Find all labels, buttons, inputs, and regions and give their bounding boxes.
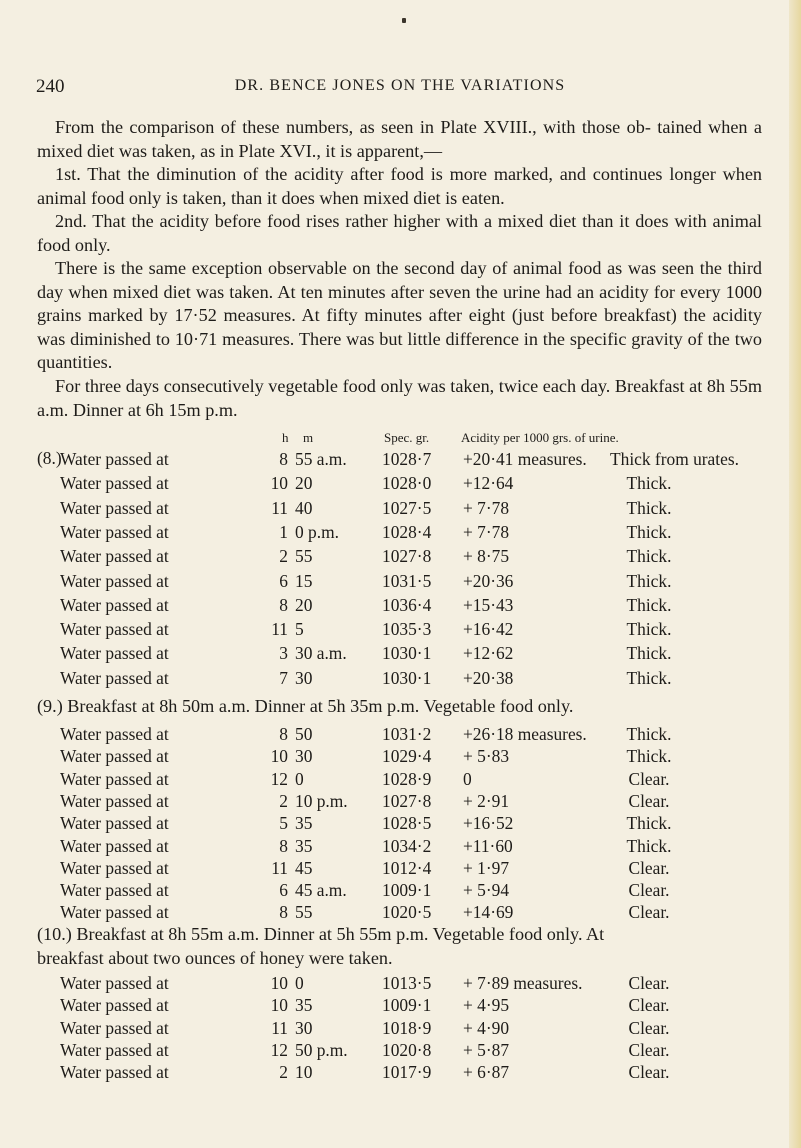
acidity-value: + 4·90 xyxy=(463,1017,510,1038)
specific-gravity: 1018·9 xyxy=(382,1017,432,1038)
time-hours: 8 xyxy=(279,902,288,923)
row-label: Water passed at xyxy=(60,667,169,688)
acidity-value: + 5·83 xyxy=(463,746,510,767)
specific-gravity: 1028·7 xyxy=(382,449,432,469)
time-minutes: 20 xyxy=(295,473,313,494)
row-label: Water passed at xyxy=(60,594,169,615)
time-minutes: 35 xyxy=(295,995,313,1016)
acidity-value: +20·36 xyxy=(463,570,514,591)
specific-gravity: 1031·2 xyxy=(382,724,432,744)
urine-note: Thick. xyxy=(626,667,672,688)
specific-gravity: 1034·2 xyxy=(382,835,432,856)
time-hours: 7 xyxy=(279,667,288,688)
urine-note: Clear. xyxy=(628,790,670,811)
time-minutes: 35 xyxy=(295,835,313,856)
specific-gravity: 1027·8 xyxy=(382,790,432,811)
table-row xyxy=(0,571,801,593)
urine-note: Clear. xyxy=(628,1039,670,1060)
specific-gravity: 1027·8 xyxy=(382,546,432,567)
time-minutes: 50 p.m. xyxy=(295,1039,348,1060)
header-hours: h xyxy=(282,430,289,445)
time-hours: 1 xyxy=(279,521,288,542)
time-minutes: 50 xyxy=(295,724,313,744)
table-row xyxy=(0,813,801,835)
table-row xyxy=(0,902,801,924)
specific-gravity: 1028·5 xyxy=(382,813,432,834)
time-hours: 12 xyxy=(270,1039,288,1060)
urine-note: Clear. xyxy=(628,902,670,923)
time-minutes: 15 xyxy=(295,570,313,591)
specific-gravity: 1017·9 xyxy=(382,1062,432,1083)
row-label: Water passed at xyxy=(60,973,169,993)
specific-gravity: 1020·5 xyxy=(382,902,432,923)
time-minutes: 30 a.m. xyxy=(295,643,347,664)
urine-note: Thick. xyxy=(626,521,672,542)
time-hours: 8 xyxy=(279,835,288,856)
table-row xyxy=(0,546,801,568)
time-minutes: 55 a.m. xyxy=(295,449,347,469)
specific-gravity: 1020·8 xyxy=(382,1039,432,1060)
specific-gravity: 1028·4 xyxy=(382,521,432,542)
paragraph-4: There is the same exception observable on the second day of animal food as was seen the third day when mixed diet was taken. At ten minutes after seven the urine had an acidity for every 1000 grains marked by 17·52 measures. At fifty minutes after eight (just before breakfast) the acidity was diminished to 10·71 measures. There was but little difference in the specific gravity of the two quantities. xyxy=(37,258,762,373)
page-header xyxy=(36,76,764,100)
time-minutes: 5 xyxy=(295,619,304,640)
time-hours: 3 xyxy=(279,643,288,664)
header-spec-gravity: Spec. gr. xyxy=(384,430,430,445)
section-10-heading-2: breakfast about two ounces of honey were taken. xyxy=(37,948,393,968)
acidity-value: + 8·75 xyxy=(463,546,510,567)
acidity-value: +20·41 measures. xyxy=(463,449,587,469)
time-minutes: 55 xyxy=(295,546,313,567)
acidity-value: + 6·87 xyxy=(463,1062,510,1083)
row-label: Water passed at xyxy=(60,768,169,789)
table-row xyxy=(0,880,801,902)
table-row xyxy=(0,643,801,665)
acidity-value: + 7·78 xyxy=(463,521,510,542)
table-row xyxy=(0,995,801,1017)
urine-note: Clear. xyxy=(628,1017,670,1038)
time-hours: 10 xyxy=(270,473,288,494)
urine-note: Thick. xyxy=(626,724,672,744)
urine-note: Clear. xyxy=(628,1062,670,1083)
section-10-heading-1: (10.) Breakfast at 8h 55m a.m. Dinner at 5h 55m p.m. Vegetable food only. At xyxy=(37,924,605,944)
time-hours: 11 xyxy=(271,619,288,640)
row-label: Water passed at xyxy=(60,835,169,856)
time-hours: 8 xyxy=(279,449,288,469)
section-8-label: (8.) xyxy=(37,448,62,468)
table-row xyxy=(0,746,801,768)
urine-note: Thick. xyxy=(626,570,672,591)
table-row xyxy=(0,1018,801,1040)
row-label: Water passed at xyxy=(60,746,169,767)
acidity-value: + 1·97 xyxy=(463,857,510,878)
print-mark xyxy=(402,18,406,23)
specific-gravity: 1013·5 xyxy=(382,973,432,993)
row-label: Water passed at xyxy=(60,521,169,542)
row-label: Water passed at xyxy=(60,546,169,567)
row-label: Water passed at xyxy=(60,995,169,1016)
urine-note: Clear. xyxy=(628,880,670,901)
time-minutes: 40 xyxy=(295,497,313,518)
time-hours: 2 xyxy=(279,1062,288,1083)
header-minutes: m xyxy=(303,430,314,445)
specific-gravity: 1036·4 xyxy=(382,594,432,615)
row-label: Water passed at xyxy=(60,902,169,923)
urine-note: Thick. xyxy=(626,546,672,567)
time-hours: 10 xyxy=(270,973,288,993)
paragraph-5: For three days consecutively vegetable food only was taken, twice each day. Breakfast at 8h 55m a.m. Dinner at 6h 15m p.m. xyxy=(37,376,762,420)
running-title: DR. BENCE JONES ON THE VARIATIONS xyxy=(234,77,566,94)
acidity-value: + 7·89 measures. xyxy=(463,973,583,993)
specific-gravity: 1028·0 xyxy=(382,473,432,494)
urine-note: Clear. xyxy=(628,973,670,993)
section-9-heading: (9.) Breakfast at 8h 50m a.m. Dinner at 5h 35m p.m. Vegetable food only. xyxy=(37,696,574,716)
time-minutes: 45 xyxy=(295,857,313,878)
table-row xyxy=(0,858,801,880)
table-row xyxy=(0,498,801,520)
row-label: Water passed at xyxy=(60,570,169,591)
specific-gravity: 1012·4 xyxy=(382,857,432,878)
specific-gravity: 1029·4 xyxy=(382,746,432,767)
urine-note: Thick. xyxy=(626,813,672,834)
paragraph-3: 2nd. That the acidity before food rises rather higher with a mixed diet than it does with animal food only. xyxy=(37,211,762,255)
page-number: 240 xyxy=(36,76,65,97)
specific-gravity: 1030·1 xyxy=(382,643,432,664)
paragraph-2: 1st. That the diminution of the acidity after food is more marked, and continues longer when animal food only is taken, than it does when mixed diet is eaten. xyxy=(37,164,762,208)
urine-note: Thick. xyxy=(626,835,672,856)
time-hours: 8 xyxy=(279,724,288,744)
acidity-value: 0 xyxy=(463,768,472,789)
urine-note: Clear. xyxy=(628,768,670,789)
urine-note: Clear. xyxy=(628,995,670,1016)
row-label: Water passed at xyxy=(60,880,169,901)
row-label: Water passed at xyxy=(60,724,169,744)
time-hours: 6 xyxy=(279,880,288,901)
time-minutes: 10 p.m. xyxy=(295,790,348,811)
table-row xyxy=(0,769,801,791)
acidity-value: + 2·91 xyxy=(463,790,510,811)
specific-gravity: 1031·5 xyxy=(382,570,432,591)
time-minutes: 0 xyxy=(295,973,304,993)
table-row xyxy=(0,449,801,471)
specific-gravity: 1009·1 xyxy=(382,880,432,901)
table-row xyxy=(0,973,801,995)
acidity-value: +14·69 xyxy=(463,902,514,923)
time-hours: 10 xyxy=(270,746,288,767)
table-row xyxy=(0,836,801,858)
row-label: Water passed at xyxy=(60,473,169,494)
acidity-value: +11·60 xyxy=(463,835,513,856)
acidity-value: + 5·87 xyxy=(463,1039,510,1060)
time-minutes: 55 xyxy=(295,902,313,923)
time-minutes: 30 xyxy=(295,667,313,688)
acidity-value: +12·64 xyxy=(463,473,514,494)
specific-gravity: 1027·5 xyxy=(382,497,432,518)
table-row xyxy=(0,1040,801,1062)
time-minutes: 20 xyxy=(295,594,313,615)
row-label: Water passed at xyxy=(60,857,169,878)
row-label: Water passed at xyxy=(60,1017,169,1038)
time-minutes: 0 p.m. xyxy=(295,521,339,542)
time-hours: 5 xyxy=(279,813,288,834)
time-minutes: 30 xyxy=(295,746,313,767)
acidity-value: + 7·78 xyxy=(463,497,510,518)
time-minutes: 30 xyxy=(295,1017,313,1038)
urine-note: Thick from urates. xyxy=(610,449,739,469)
time-hours: 11 xyxy=(271,497,288,518)
time-hours: 10 xyxy=(270,995,288,1016)
acidity-value: +26·18 measures. xyxy=(463,724,587,744)
row-label: Water passed at xyxy=(60,449,169,469)
urine-note: Clear. xyxy=(628,857,670,878)
row-label: Water passed at xyxy=(60,497,169,518)
time-hours: 8 xyxy=(279,594,288,615)
acidity-value: +20·38 xyxy=(463,667,514,688)
paragraph-1: From the comparison of these numbers, as seen in Plate XVIII., with those ob- tained when a mixed diet was taken, as in Plate XVI., it is apparent,— xyxy=(37,117,762,161)
table-row xyxy=(0,619,801,641)
time-hours: 2 xyxy=(279,790,288,811)
time-minutes: 35 xyxy=(295,813,313,834)
acidity-value: + 5·94 xyxy=(463,880,510,901)
table-row xyxy=(0,791,801,813)
time-hours: 11 xyxy=(271,857,288,878)
row-label: Water passed at xyxy=(60,643,169,664)
urine-note: Thick. xyxy=(626,746,672,767)
urine-note: Thick. xyxy=(626,497,672,518)
time-hours: 12 xyxy=(270,768,288,789)
table-row xyxy=(0,724,801,746)
row-label: Water passed at xyxy=(60,790,169,811)
time-minutes: 45 a.m. xyxy=(295,880,347,901)
specific-gravity: 1035·3 xyxy=(382,619,432,640)
header-acidity: Acidity per 1000 grs. of urine. xyxy=(461,430,619,445)
acidity-value: +12·62 xyxy=(463,643,514,664)
time-hours: 11 xyxy=(271,1017,288,1038)
table-row xyxy=(0,522,801,544)
urine-note: Thick. xyxy=(626,473,672,494)
time-hours: 2 xyxy=(279,546,288,567)
acidity-value: + 4·95 xyxy=(463,995,510,1016)
row-label: Water passed at xyxy=(60,813,169,834)
specific-gravity: 1009·1 xyxy=(382,995,432,1016)
row-label: Water passed at xyxy=(60,619,169,640)
urine-note: Thick. xyxy=(626,619,672,640)
specific-gravity: 1030·1 xyxy=(382,667,432,688)
time-hours: 6 xyxy=(279,570,288,591)
table-row xyxy=(0,595,801,617)
urine-note: Thick. xyxy=(626,594,672,615)
urine-note: Thick. xyxy=(626,643,672,664)
specific-gravity: 1028·9 xyxy=(382,768,432,789)
acidity-value: +16·42 xyxy=(463,619,514,640)
table-row xyxy=(0,473,801,495)
time-minutes: 10 xyxy=(295,1062,313,1083)
table-row xyxy=(0,668,801,690)
time-minutes: 0 xyxy=(295,768,304,789)
acidity-value: +15·43 xyxy=(463,594,514,615)
acidity-value: +16·52 xyxy=(463,813,514,834)
row-label: Water passed at xyxy=(60,1062,169,1083)
table-row xyxy=(0,1062,801,1084)
row-label: Water passed at xyxy=(60,1039,169,1060)
